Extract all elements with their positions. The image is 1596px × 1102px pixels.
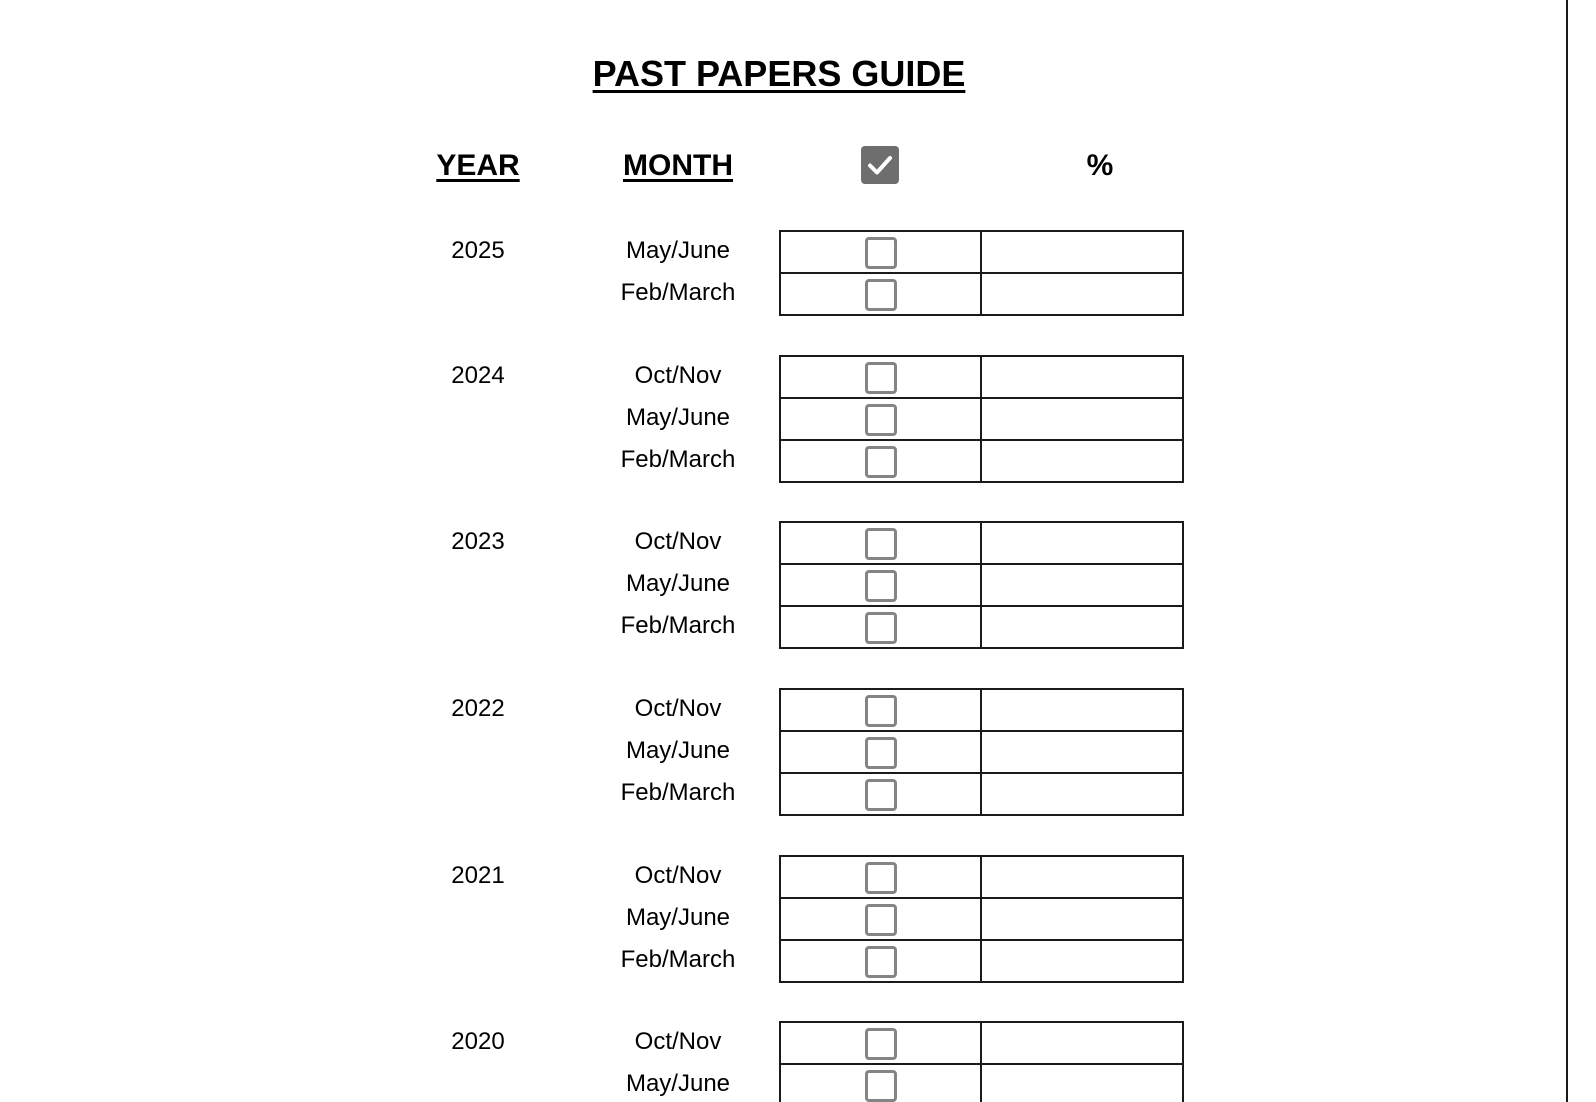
percent-cell[interactable]	[982, 565, 1182, 605]
session-table	[779, 855, 1184, 983]
completed-cell	[781, 899, 982, 939]
table-row	[781, 690, 1182, 732]
completed-checkbox[interactable]	[865, 1028, 897, 1060]
month-label: Oct/Nov	[634, 362, 722, 389]
completed-checkbox[interactable]	[865, 446, 897, 478]
year-column-header: YEAR	[436, 149, 520, 182]
month-label: Oct/Nov	[634, 862, 722, 889]
completed-checkbox[interactable]	[865, 862, 897, 894]
year-label: 2023	[451, 528, 505, 555]
session-table	[779, 521, 1184, 649]
completed-cell	[781, 274, 982, 314]
completed-checkbox[interactable]	[865, 695, 897, 727]
completed-cell	[781, 1065, 982, 1102]
completed-checkbox[interactable]	[865, 237, 897, 269]
percent-cell[interactable]	[982, 399, 1182, 439]
percent-cell[interactable]	[982, 690, 1182, 730]
completed-cell	[781, 523, 982, 563]
completed-cell	[781, 357, 982, 397]
month-label: Feb/March	[620, 612, 736, 639]
completed-cell	[781, 441, 982, 481]
table-row	[781, 565, 1182, 607]
completed-cell	[781, 607, 982, 647]
table-row	[781, 399, 1182, 441]
completed-checkbox[interactable]	[865, 779, 897, 811]
table-row	[781, 899, 1182, 941]
page-title: PAST PAPERS GUIDE	[592, 53, 966, 94]
completed-cell	[781, 1023, 982, 1063]
month-label: May/June	[625, 904, 731, 931]
session-table	[779, 230, 1184, 316]
year-label: 2024	[451, 362, 505, 389]
completed-checkbox[interactable]	[865, 737, 897, 769]
completed-checkbox[interactable]	[865, 528, 897, 560]
percent-cell[interactable]	[982, 607, 1182, 647]
percent-cell[interactable]	[982, 441, 1182, 481]
month-label: May/June	[625, 1070, 731, 1097]
table-row	[781, 941, 1182, 983]
table-row	[781, 1065, 1182, 1102]
completed-checkbox[interactable]	[865, 1070, 897, 1102]
percent-cell[interactable]	[982, 732, 1182, 772]
table-row	[781, 1023, 1182, 1065]
completed-cell	[781, 232, 982, 272]
completed-cell	[781, 774, 982, 814]
percent-cell[interactable]	[982, 774, 1182, 814]
month-label: Oct/Nov	[634, 1028, 722, 1055]
percent-cell[interactable]	[982, 899, 1182, 939]
month-label: Oct/Nov	[634, 695, 722, 722]
completed-checkbox[interactable]	[865, 904, 897, 936]
table-row	[781, 774, 1182, 816]
month-label: Oct/Nov	[634, 528, 722, 555]
completed-cell	[781, 857, 982, 897]
year-label: 2021	[451, 862, 505, 889]
completed-checkbox[interactable]	[865, 612, 897, 644]
month-label: May/June	[625, 404, 731, 431]
month-label: Feb/March	[620, 946, 736, 973]
session-table	[779, 355, 1184, 483]
year-label: 2020	[451, 1028, 505, 1055]
completed-checkbox[interactable]	[865, 404, 897, 436]
checked-checkbox-icon	[861, 146, 899, 184]
completed-cell	[781, 399, 982, 439]
completed-cell	[781, 941, 982, 981]
percent-cell[interactable]	[982, 274, 1182, 314]
session-table	[779, 688, 1184, 816]
percent-cell[interactable]	[982, 941, 1182, 981]
percent-cell[interactable]	[982, 523, 1182, 563]
percent-cell[interactable]	[982, 1023, 1182, 1063]
percent-cell[interactable]	[982, 232, 1182, 272]
table-row	[781, 523, 1182, 565]
session-table	[779, 1021, 1184, 1102]
table-row	[781, 357, 1182, 399]
table-row	[781, 232, 1182, 274]
completed-cell	[781, 565, 982, 605]
month-label: May/June	[625, 737, 731, 764]
table-row	[781, 274, 1182, 316]
table-row	[781, 441, 1182, 483]
table-row	[781, 857, 1182, 899]
month-label: May/June	[625, 570, 731, 597]
completed-cell	[781, 690, 982, 730]
completed-checkbox[interactable]	[865, 279, 897, 311]
completed-cell	[781, 732, 982, 772]
month-label: Feb/March	[620, 279, 736, 306]
month-label: May/June	[625, 237, 731, 264]
month-label: Feb/March	[620, 779, 736, 806]
completed-checkbox[interactable]	[865, 946, 897, 978]
completed-checkbox[interactable]	[865, 570, 897, 602]
table-row	[781, 732, 1182, 774]
percent-cell[interactable]	[982, 357, 1182, 397]
year-label: 2025	[451, 237, 505, 264]
completed-checkbox[interactable]	[865, 362, 897, 394]
year-label: 2022	[451, 695, 505, 722]
month-column-header: MONTH	[623, 149, 733, 182]
percent-column-header: %	[1086, 149, 1114, 182]
percent-cell[interactable]	[982, 857, 1182, 897]
table-row	[781, 607, 1182, 649]
percent-cell[interactable]	[982, 1065, 1182, 1102]
page-edge-divider	[1566, 0, 1568, 1102]
month-label: Feb/March	[620, 446, 736, 473]
